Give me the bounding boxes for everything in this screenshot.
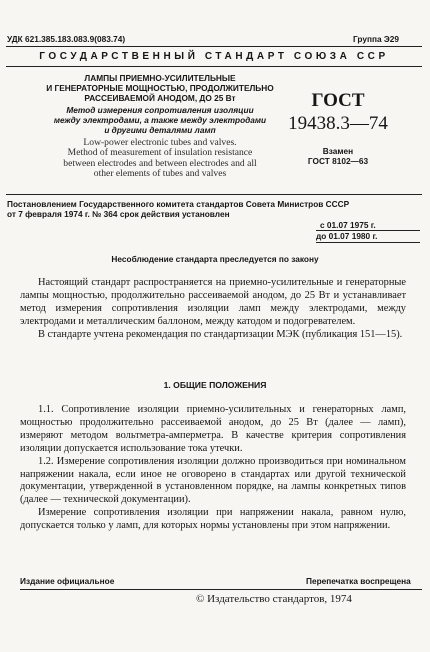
udk-code: УДК 621.385.183.083.9(083.74) xyxy=(7,34,126,44)
english-line-3: between electrodes and between electrodes and all xyxy=(63,157,257,169)
title-rule xyxy=(6,194,422,195)
intro-text xyxy=(20,277,406,342)
english-line-2: Method of measurement of insulation resistance xyxy=(67,147,253,159)
title-line-1: ЛАМПЫ ПРИЕМНО-УСИЛИТЕЛЬНЫЕ xyxy=(84,73,236,83)
section-paragraph-1: 1.1. Сопротивление изоляции приемно-усилительных и генераторных ламп, мощностью продолжительно рассеиваемой анодом, до 25 Вт (далее — ламп), измеряют методом вольтметра-амперметра. В качестве критерия сопротивления изоляции допускается использование тока утечки. xyxy=(20,404,406,454)
valid-to: до 01.07 1980 г. xyxy=(316,231,378,241)
group-code: Группа Э29 xyxy=(353,34,400,44)
english-line-1: Low-power electronic tubes and valves. xyxy=(83,137,237,148)
header-rule-top xyxy=(6,46,422,47)
decree-line-1: Постановлением Государственного комитета стандартов Совета Министров СССР xyxy=(7,199,350,209)
method-line-3: и другими деталями ламп xyxy=(104,125,216,135)
reprint-notice: Перепечатка воспрещена xyxy=(306,576,411,586)
section-heading: 1. ОБЩИЕ ПОЛОЖЕНИЯ xyxy=(163,380,267,390)
gost-label: ГОСТ xyxy=(311,90,365,111)
gost-block xyxy=(283,90,393,166)
valid-from: с 01.07 1975 г. xyxy=(320,220,376,230)
publisher: © Издательство стандартов, 1974 xyxy=(196,593,352,605)
method-line-1: Метод измерения сопротивления изоляции xyxy=(66,105,254,115)
banner: ГОСУДАРСТВЕННЫЙ СТАНДАРТ СОЮЗА ССР xyxy=(39,51,389,62)
title-block xyxy=(40,73,280,179)
date-rule-bottom xyxy=(316,242,420,243)
warning-notice: Несоблюдение стандарта преследуется по закону xyxy=(111,254,319,264)
section-paragraph-2: 1.2. Измерение сопротивления изоляции должно производиться при номинальном напряжении накала, если иное не оговорено в стандартах или другой технической документации, утвержденной в установленном порядке, на лампы конкретных типов (далее — технической документации). xyxy=(20,455,406,506)
replace-number: ГОСТ 8102—63 xyxy=(307,156,369,166)
decree-line-2: от 7 февраля 1974 г. № 364 срок действия установлен xyxy=(7,209,230,219)
title-line-3: РАССЕИВАЕМОЙ АНОДОМ, ДО 25 Вт xyxy=(84,93,236,103)
method-line-2: между электродами, а также между электродами xyxy=(53,115,267,125)
intro-paragraph-1: Настоящий стандарт распространяется на приемно-усилительные и генераторные лампы мощностью, продолжительно рассеиваемой анодом, до 25 Вт и устанавливает метод измерения сопротивления изоляции ламп между электродами, между электродами и металлическим баллоном, между катодом и подогревателем. xyxy=(20,277,406,327)
official-edition: Издание официальное xyxy=(20,576,115,586)
replace-label: Взамен xyxy=(322,146,354,156)
section-body xyxy=(20,404,406,533)
header-rule-bottom xyxy=(6,66,422,67)
footer-rule xyxy=(20,589,422,590)
intro-paragraph-2: В стандарте учтена рекомендация по стандартизации МЭК (публикация 151—15). xyxy=(38,328,403,340)
section-paragraph-3: Измерение сопротивления изоляции при напряжении накала, равном нулю, допускается только у ламп, для которых нормы установлены при этом напряжении. xyxy=(20,507,406,532)
gost-number: 19438.3—74 xyxy=(288,113,388,134)
english-line-4: other elements of tubes and valves xyxy=(93,167,227,179)
title-line-2: И ГЕНЕРАТОРНЫЕ МОЩНОСТЬЮ, ПРОДОЛЖИТЕЛЬНО xyxy=(46,83,274,93)
